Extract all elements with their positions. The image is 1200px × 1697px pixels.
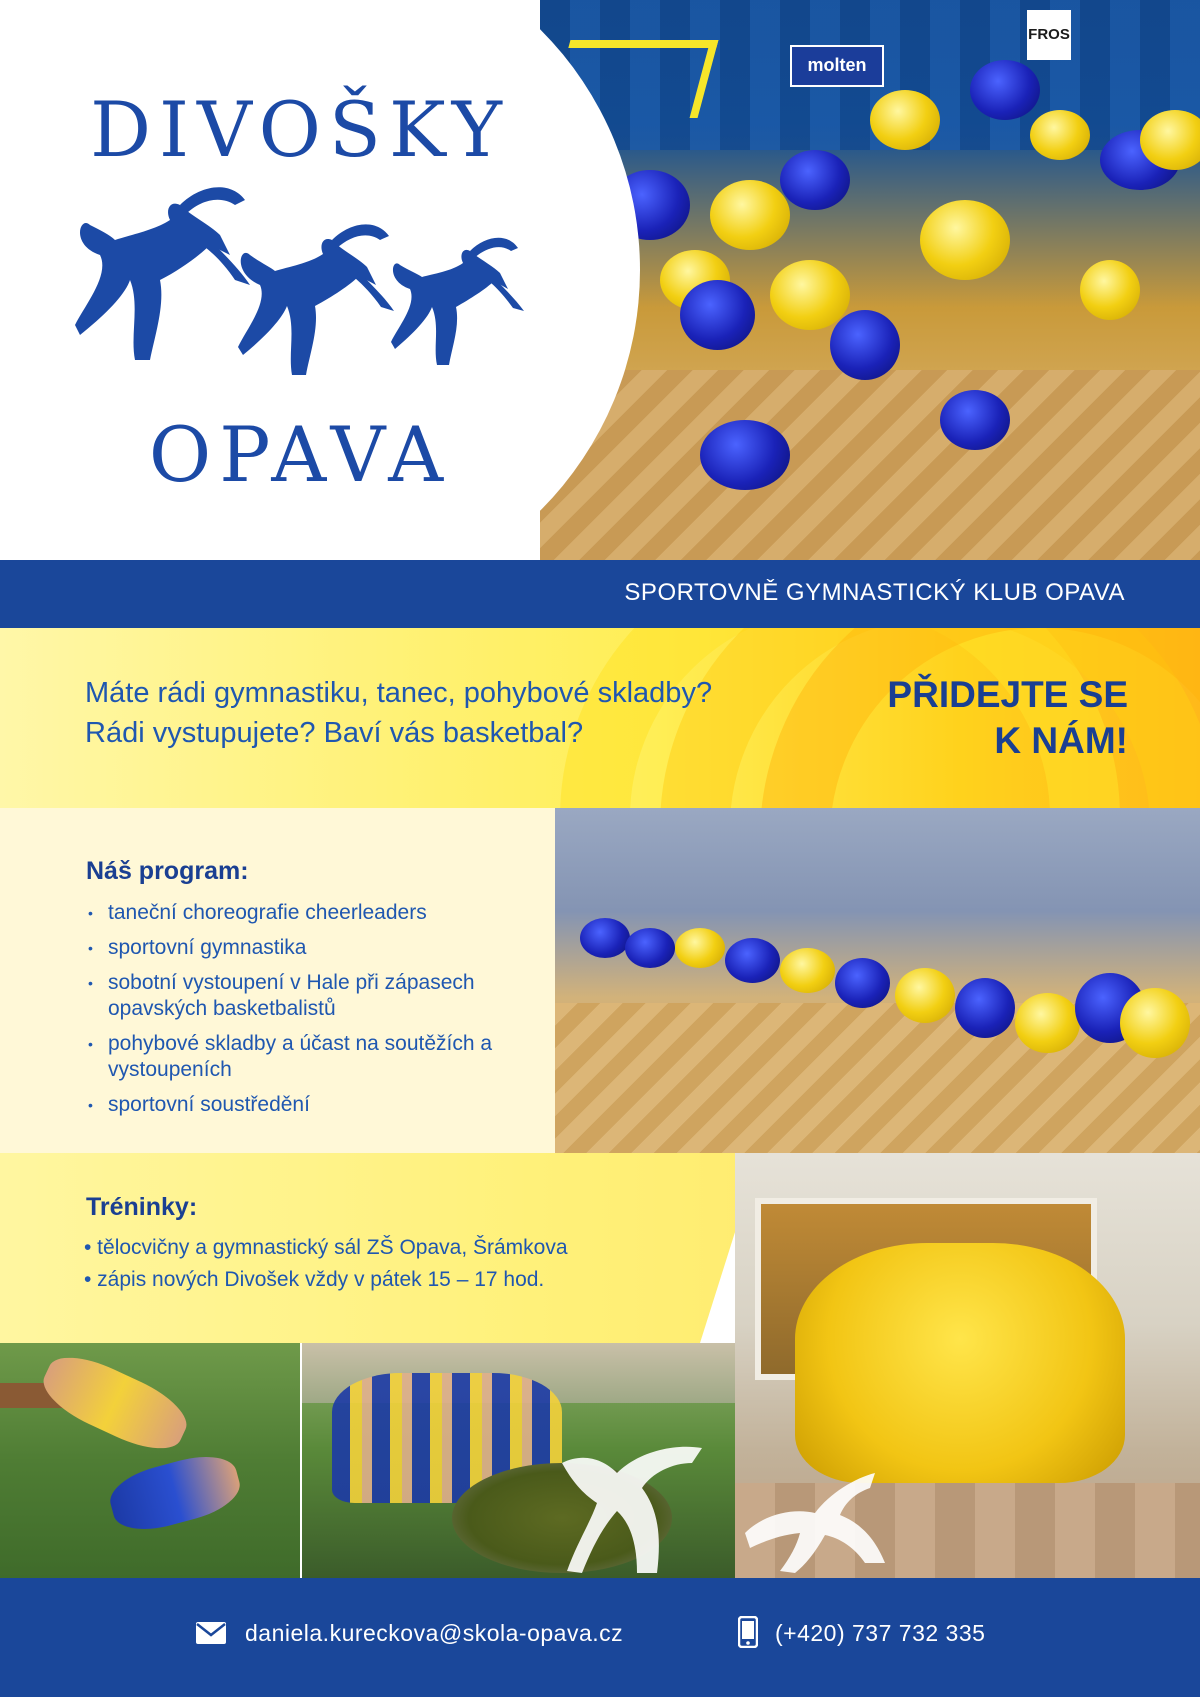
pompom (780, 948, 835, 993)
join-line-2: K NÁM! (994, 720, 1128, 761)
trainings-title: Tréninky: (86, 1193, 198, 1221)
intro-line-1: Máte rádi gymnastiku, tanec, pohybové skladby? (85, 677, 713, 709)
pompom (870, 90, 940, 150)
phone-icon (738, 1616, 758, 1648)
pompom (710, 180, 790, 250)
club-name-band (0, 560, 1200, 628)
trainings-list (84, 1232, 568, 1296)
contact-phone[interactable]: (+420) 737 732 335 (775, 1620, 986, 1646)
pompom (1030, 110, 1090, 160)
pompom (1080, 260, 1140, 320)
contact-footer (0, 1578, 1200, 1697)
pompom (830, 310, 900, 380)
pompom (625, 928, 675, 968)
pompom (1015, 993, 1080, 1053)
list-item: • sportovní soustředění (86, 1092, 526, 1118)
wooden-floor (540, 370, 1200, 560)
list-item: • pohybové skladby a účast na soutěžích a vystoupeních (86, 1031, 526, 1083)
club-name: SPORTOVNĚ GYMNASTICKÝ KLUB OPAVA (624, 579, 1125, 606)
pond-team-photo (302, 1343, 735, 1578)
pompom (1120, 988, 1190, 1058)
white-dancer-silhouette-icon (542, 1433, 735, 1578)
list-item: • sportovní gymnastika (86, 935, 526, 961)
pompom (725, 938, 780, 983)
pompom (780, 150, 850, 210)
gymnast-top (34, 1344, 195, 1462)
email-icon (196, 1622, 226, 1644)
yellow-group (795, 1243, 1125, 1483)
cheer-team-photo-line (555, 808, 1200, 1153)
garden-gymnastics-photo (0, 1343, 300, 1578)
dancers-logo-icon (70, 185, 540, 385)
join-us-callout (887, 672, 1128, 764)
join-line-1: PŘIDEJTE SE (887, 674, 1128, 715)
pompom (680, 280, 755, 350)
list-item: • sobotní vystoupení v Hale při zápasech opavských basketbalistů (86, 970, 526, 1022)
gymnast-bottom (104, 1447, 245, 1539)
program-list (86, 900, 526, 1127)
white-dancer-silhouette-icon (735, 1453, 935, 1578)
pompom (770, 260, 850, 330)
pompom (920, 200, 1010, 280)
yellow-hoodies-photo (735, 1153, 1200, 1578)
pompom (835, 958, 890, 1008)
pompom (895, 968, 955, 1023)
pompom (675, 928, 725, 968)
program-title: Náš program: (86, 857, 249, 885)
sign-fros: FROS (1027, 10, 1071, 60)
pompom (580, 918, 630, 958)
pompom (940, 390, 1010, 450)
pompom (700, 420, 790, 490)
logo-title-opava: OPAVA (148, 410, 452, 499)
logo-title-divosky: DIVOŠKY (90, 85, 510, 174)
trainings-line-1: • tělocvičny a gymnastický sál ZŠ Opava, Šrámkova (84, 1236, 568, 1259)
trainings-line-2: • zápis nových Divošek vždy v pátek 15 – 17 hod. (84, 1268, 545, 1291)
pompom (970, 60, 1040, 120)
list-item: • taneční choreografie cheerleaders (86, 900, 526, 926)
sign-molten: molten (790, 45, 884, 87)
intro-line-2: Rádi vystupujete? Baví vás basketbal? (85, 717, 584, 749)
intro-text (85, 673, 712, 753)
pompom (955, 978, 1015, 1038)
contact-email[interactable]: daniela.kureckova@skola-opava.cz (245, 1620, 624, 1646)
